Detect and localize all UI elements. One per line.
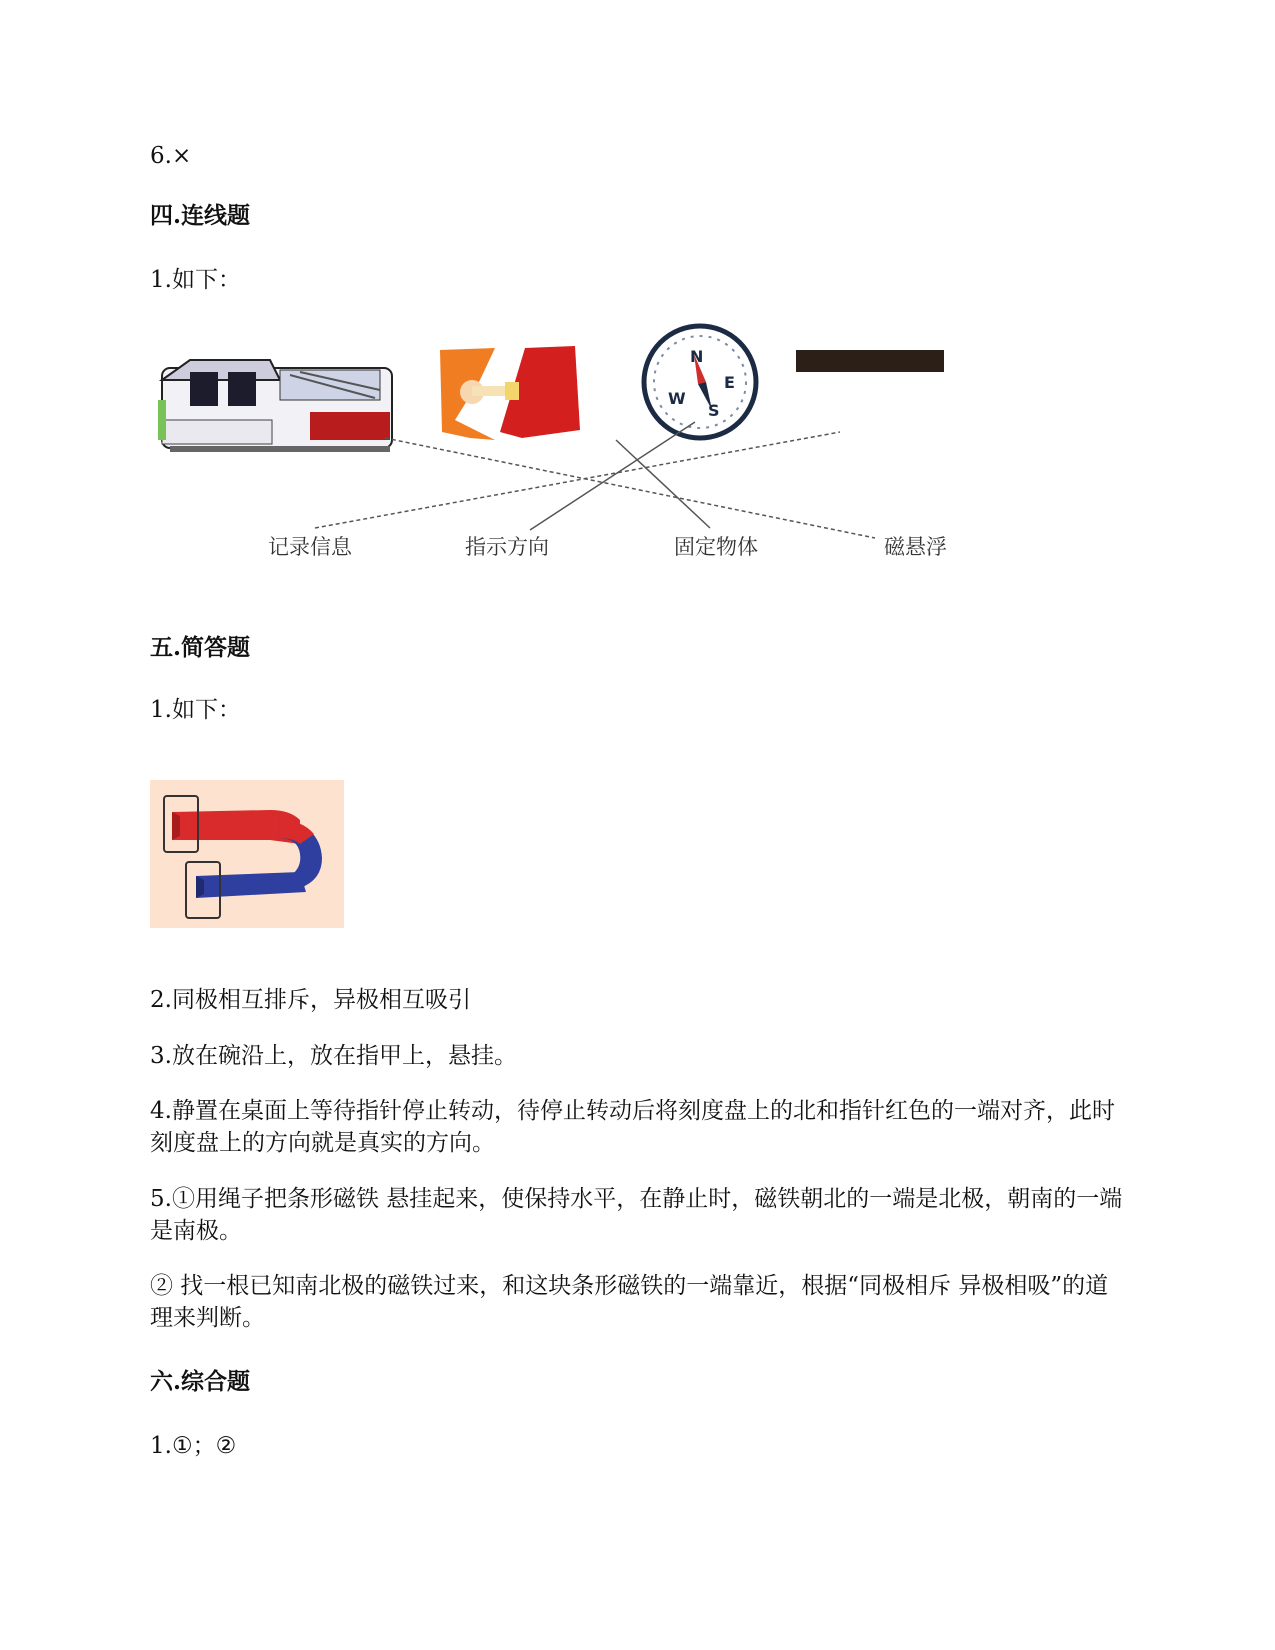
- compass-letter-n: N: [690, 347, 704, 366]
- matching-lines: [315, 422, 875, 538]
- line-direction-to-compass: [530, 422, 695, 530]
- compass-letter-e: E: [724, 373, 735, 392]
- horseshoe-magnet-figure: [150, 780, 344, 932]
- compass-image: [644, 326, 756, 438]
- section-5-q2: 2.同极相互排斥，异极相互吸引: [150, 987, 471, 1013]
- section-5-title: 五.简答题: [150, 634, 251, 661]
- label-maglev: 磁悬浮: [884, 535, 947, 559]
- section-5-q5b: ② 找一根已知南北极的磁铁过来，和这块条形磁铁的一端靠近，根据“同极相斥 异极相吸”的道理来判断。: [150, 1273, 1109, 1331]
- answer-6: 6.×: [150, 143, 192, 169]
- label-record-info: 记录信息: [268, 535, 352, 559]
- section-4-q1: 1.如下：: [150, 267, 241, 293]
- section-5-q1: 1.如下：: [150, 697, 241, 723]
- matching-figure: [150, 320, 950, 584]
- fridge-magnet-image: [440, 346, 580, 440]
- label-indicate-direction: 指示方向: [465, 535, 549, 559]
- line-record-to-strip: [315, 432, 840, 528]
- section-5-q5a: 5.①用绳子把条形磁铁 悬挂起来，使保持水平，在静止时，磁铁朝北的一端是北极，朝南的一端是南极。: [150, 1186, 1123, 1244]
- label-fix-object: 固定物体: [674, 535, 758, 559]
- maglev-train-image: [158, 360, 392, 452]
- section-6-q1: 1.①；②: [150, 1433, 237, 1459]
- section-5-q3: 3.放在碗沿上，放在指甲上，悬挂。: [150, 1043, 517, 1069]
- line-fix-to-clip: [616, 440, 710, 528]
- compass-letter-s: S: [708, 401, 720, 420]
- section-6-title: 六.综合题: [150, 1368, 251, 1395]
- section-4-title: 四.连线题: [150, 202, 251, 229]
- compass-letter-w: W: [668, 389, 686, 408]
- section-5-q4: 4.静置在桌面上等待指针停止转动，待停止转动后将刻度盘上的北和指针红色的一端对齐，此时刻度盘上的方向就是真实的方向。: [150, 1098, 1115, 1156]
- bar-strip-image: [796, 350, 944, 372]
- matching-figure-svg: [150, 320, 950, 580]
- horseshoe-magnet-svg: [150, 780, 344, 928]
